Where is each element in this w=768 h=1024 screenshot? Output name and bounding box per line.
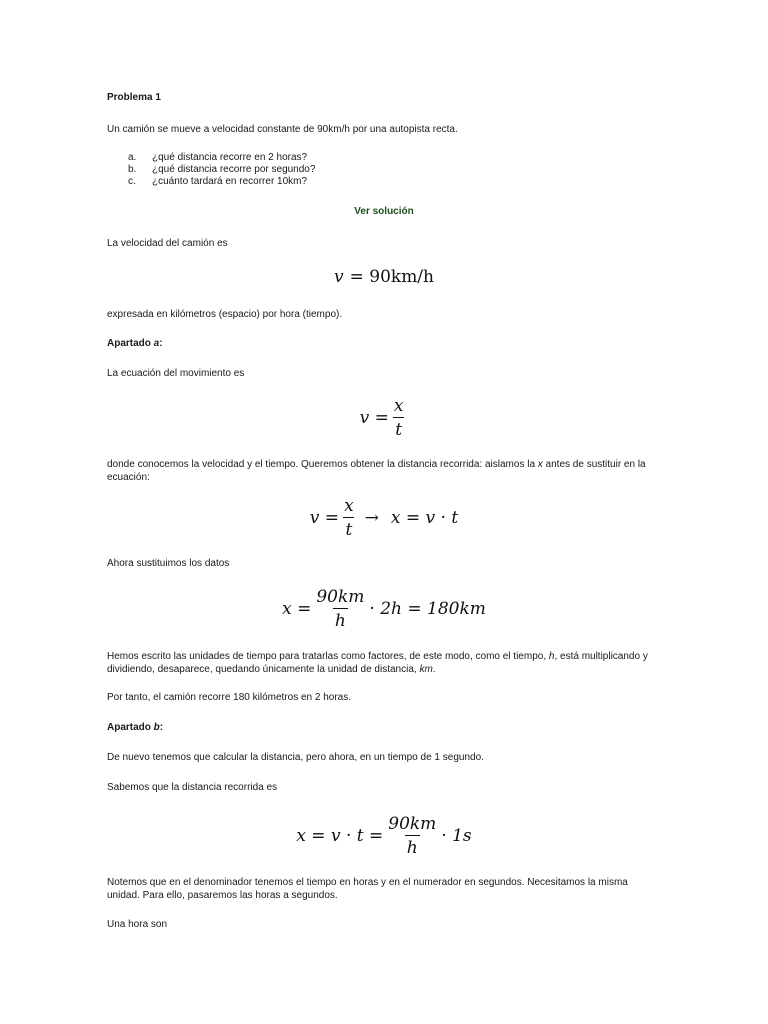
question-list [128, 152, 315, 188]
equation-distance-b [0, 812, 768, 860]
isolate-paragraph: donde conocemos la velocidad y el tiempo. Queremos obtener la distancia recorrida: aislamos la x antes de sustituir en la ecuación: [107, 459, 646, 483]
section-heading-b: Apartado b: [107, 722, 164, 733]
fraction-numerator: 90km [388, 814, 437, 834]
list-item [128, 152, 315, 164]
eq-rhs: = 90km/h [349, 267, 434, 287]
eq-lhs: v = [309, 508, 340, 528]
problem-statement: Un camión se mueve a velocidad constante de 90km/h por una autopista recta. [107, 124, 458, 135]
list-marker: b. [128, 164, 137, 175]
units-note: Notemos que en el denominador tenemos el tiempo en horas y en el numerador en segundos. Necesitamos la misma unidad. Para ello, pasaremos las horas a segundos. [107, 877, 628, 901]
eq-lhs: x = [282, 599, 312, 619]
eq-lhs: v = [359, 408, 389, 428]
b-known: Sabemos que la distancia recorrida es [107, 782, 278, 793]
fraction-numerator: x [393, 396, 404, 416]
list-marker: c. [128, 176, 136, 187]
result-a: Por tanto, el camión recorre 180 kilómetros en 2 horas. [107, 692, 352, 703]
list-text: ¿cuánto tardará en recorrer 10km? [152, 176, 308, 187]
fraction-numerator: 90km [316, 587, 365, 607]
equation-velocity [0, 266, 768, 288]
equation-substitute [0, 586, 768, 632]
fraction [342, 496, 356, 540]
equation-motion [0, 396, 768, 440]
arrow-icon: → [364, 508, 379, 528]
list-text: ¿qué distancia recorre por segundo? [152, 164, 316, 175]
motion-intro: La ecuación del movimiento es [107, 368, 245, 379]
velocity-note: expresada en kilómetros (espacio) por hora (tiempo). [107, 309, 343, 320]
list-marker: a. [128, 152, 137, 163]
fraction [386, 814, 438, 858]
fraction-denominator: h [333, 608, 348, 631]
b-intro: De nuevo tenemos que calcular la distancia, pero ahora, en un tiempo de 1 segundo. [107, 752, 484, 763]
velocity-intro: La velocidad del camión es [107, 238, 228, 249]
problem-title: Problema 1 [107, 92, 161, 103]
fraction [392, 396, 406, 440]
fraction-denominator: t [343, 517, 354, 540]
fraction-denominator: t [393, 417, 404, 440]
list-text: ¿qué distancia recorre en 2 horas? [152, 152, 308, 163]
list-item [128, 176, 315, 188]
fraction-denominator: h [405, 835, 420, 858]
substitute-intro: Ahora sustituimos los datos [107, 558, 230, 569]
section-heading-a: Apartado a: [107, 338, 163, 349]
units-paragraph: Hemos escrito las unidades de tiempo para tratarlas como factores, de este modo, como el tiempo, h, está multiplicando y dividiendo, desaparece, quedando únicamente la unidad de distancia, km. [107, 651, 648, 675]
fraction-numerator: x [344, 496, 354, 516]
eq-lhs: x = v · t = [296, 826, 384, 846]
eq-lhs: v [334, 267, 344, 287]
equation-isolate [0, 496, 768, 540]
eq-rhs: x = v · t [390, 508, 459, 528]
eq-rhs: · 2h = 180km [369, 599, 486, 619]
view-solution-link[interactable]: Ver solución [354, 206, 414, 217]
eq-rhs: · 1s [441, 826, 472, 846]
hour-text: Una hora son [107, 919, 168, 930]
fraction [314, 587, 366, 631]
list-item [128, 164, 315, 176]
